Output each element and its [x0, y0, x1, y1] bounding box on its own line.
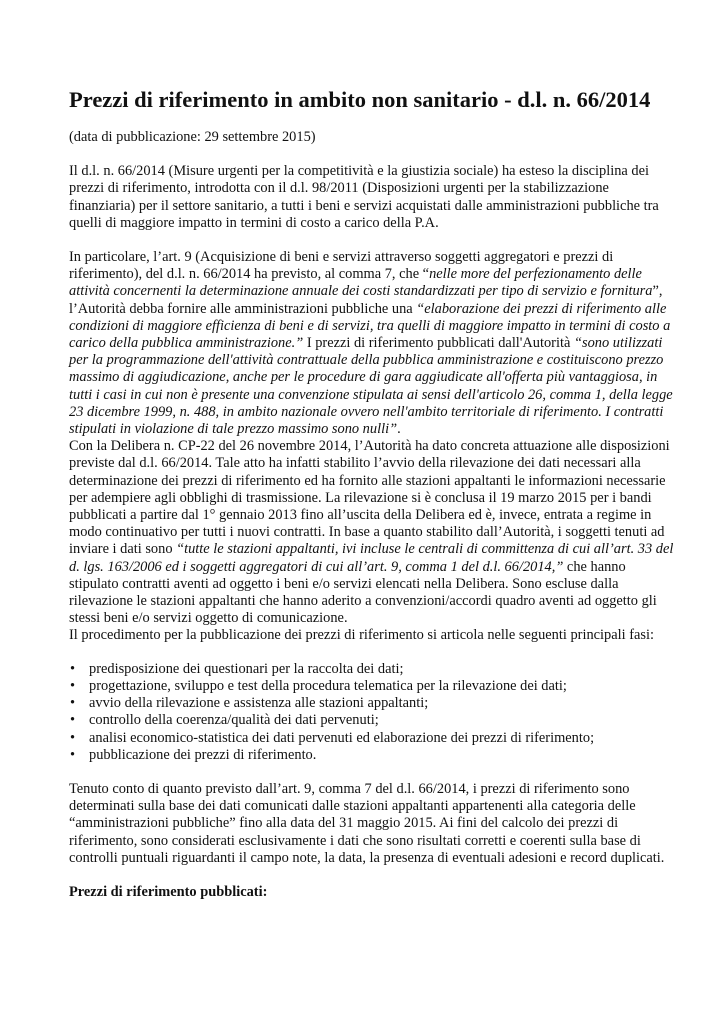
paragraph-calculation: Tenuto conto di quanto previsto dall’art. 9, comma 7 del d.l. 66/2014, i prezzi di riferimento sono determinati sulla base dei dati comunicati dalle stazioni appaltanti appartenenti alla categoria delle “amministrazioni pubbliche” fino alla data del 31 maggio 2015. Ai fini del calcolo dei prezzi di riferimento, sono considerati esclusivamente i dati che sono risultati corretti e coerenti sulla base di controlli puntuali riguardanti il campo note, la data, la presenza di eventuali adesioni e record duplicati.: [69, 780, 665, 866]
text-run: .: [397, 421, 401, 438]
quote-run: nelle more del perfezionamento delle attività concernenti la determinazione annuale dei costi standardizzati per tipo di servizio e fornitura: [69, 266, 653, 300]
quote-run: “tutte le stazioni appaltanti, ivi incluse le centrali di committenza di cui all’art. 33 del d. lgs. 163/2006 ed i soggetti aggregatori di cui all’art. 9, comma 1 del d.l. 66/2014,”: [69, 541, 674, 575]
text-run: che hanno stipulato contratti aventi ad oggetto i beni e/o servizi elencati nella Delibera. Sono escluse dalla rilevazione le stazioni appaltanti che hanno aderito a convenzioni/accordi quadro aventi ad oggetto gli stessi beni e/o servizi oggetto di comunicazione.: [69, 558, 657, 627]
list-item: • pubblicazione dei prezzi di riferimento.: [89, 747, 674, 764]
paragraph-procedure: Il procedimento per la pubblicazione dei prezzi di riferimento si articola nelle seguenti principali fasi:: [69, 627, 654, 644]
list-item: • progettazione, sviluppo e test della procedura telematica per la rilevazione dei dati;: [89, 678, 674, 695]
list-item: • predisposizione dei questionari per la raccolta dei dati;: [89, 661, 674, 678]
document-title: Prezzi di riferimento in ambito non sanitario - d.l. n. 66/2014: [69, 87, 651, 112]
quote-run: “elaborazione dei prezzi di riferimento alle condizioni di maggiore efficienza di beni e di servizi, tra quelli di maggiore impatto in termini di costo a carico della pubblica amministrazione.”: [69, 300, 671, 352]
text-run: Con la Delibera n. CP-22 del 26 novembre 2014, l’Autorità ha dato concreta attuazione alle disposizioni previste dal d.l. 66/2014. Tale atto ha infatti stabilito l’avvio della rilevazione dei dati necessari alla determinazione dei prezzi di riferimento ed ha fornito alle stazioni appaltanti le informazioni necessarie per adempiere agli obblighi di trasmissione. La rilevazione si è conclusa il 19 marzo 2015 per i bandi pubblicati a partire dal 1° gennaio 2013 fino all’uscita della Delibera ed è, invece, entrata a regime in modo continuativo per tutti i nuovi contratti. In base a quanto stabilito dall’Autorità, i soggetti tenuti ad inviare i dati sono: [69, 438, 670, 558]
paragraph-delibera: [69, 438, 674, 627]
list-item: • analisi economico-statistica dei dati pervenuti ed elaborazione dei prezzi di riferimento;: [89, 730, 674, 747]
paragraph-art9: [69, 249, 674, 438]
publication-date: (data di pubblicazione: 29 settembre 2015): [69, 129, 316, 145]
phases-list: [69, 661, 674, 764]
text-run: I prezzi di riferimento pubblicati dall'Autorità: [303, 335, 574, 352]
section-heading: Prezzi di riferimento pubblicati:: [69, 883, 268, 900]
text-run: In particolare, l’art. 9 (Acquisizione di beni e servizi attraverso soggetti aggregatori e prezzi di riferimento), del d.l. n. 66/2014 ha previsto, al comma 7, che “: [69, 249, 614, 283]
text-run: ”, l’Autorità debba fornire alle amministrazioni pubbliche una: [69, 283, 663, 317]
paragraph-intro: Il d.l. n. 66/2014 (Misure urgenti per la competitività e la giustizia sociale) ha esteso la disciplina dei prezzi di riferimento, introdotta con il d.l. 98/2011 (Disposizioni urgenti per la stabilizzazione finanziaria) per il settore sanitario, a tutti i beni e servizi acquistati dalle amministrazioni pubbliche tra quelli di maggiore impatto in termini di costo a carico della P.A.: [69, 163, 659, 231]
quote-run: “sono utilizzati per la programmazione dell'attività contrattuale della pubblica amministrazione e costituiscono prezzo massimo di aggiudicazione, anche per le procedure di gara aggiudicate all'offerta più vantaggiosa, in tutti i casi in cui non è presente una convenzione stipulata ai sensi dell'articolo 26, comma 1, della legge 23 dicembre 1999, n. 488, in ambito nazionale ovvero nell'ambito territoriale di riferimento. I contratti stipulati in violazione di tale prezzo massimo sono nulli”: [69, 335, 673, 438]
list-item: • controllo della coerenza/qualità dei dati pervenuti;: [89, 712, 674, 729]
list-item: • avvio della rilevazione e assistenza alle stazioni appaltanti;: [89, 695, 674, 712]
